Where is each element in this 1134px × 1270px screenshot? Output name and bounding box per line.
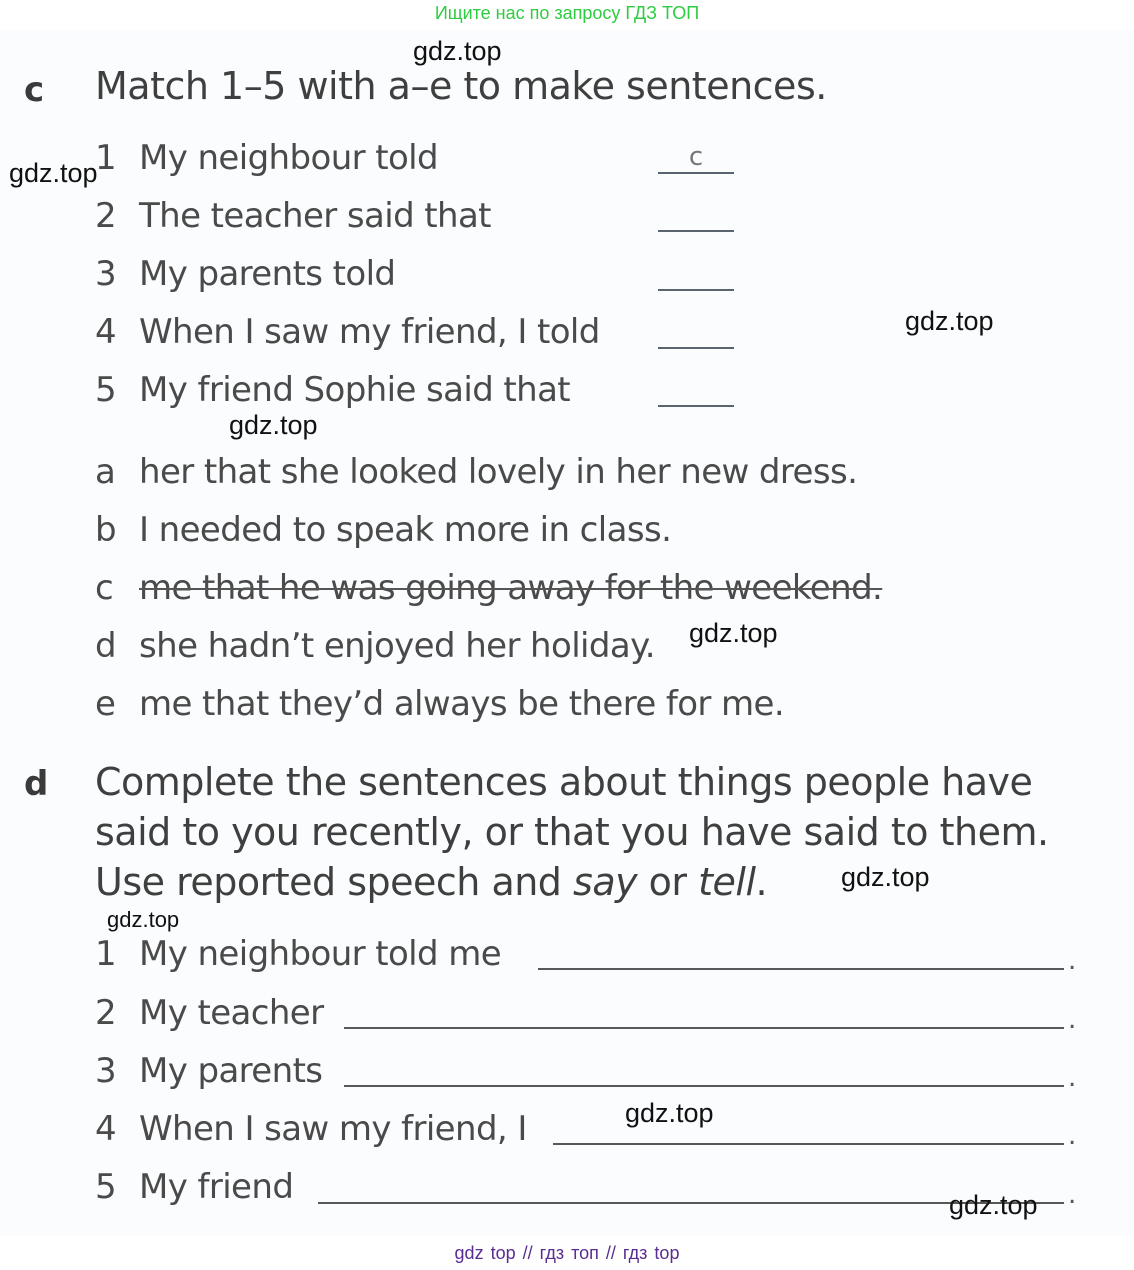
answer-blank-2[interactable] xyxy=(658,230,734,232)
completion-item-2 xyxy=(95,993,324,1033)
instruction-text: Use reported speech and xyxy=(95,860,574,904)
stem-4 xyxy=(95,312,600,352)
stem-number: 1 xyxy=(95,138,117,178)
section-d-letter: d xyxy=(24,764,49,804)
instruction-text: . xyxy=(755,860,768,904)
item-text: My parents xyxy=(139,1051,323,1091)
watermark: gdz.top xyxy=(229,410,318,440)
item-number: 3 xyxy=(95,1051,117,1091)
ending-text: me that he was going away for the weekend. xyxy=(139,568,883,608)
stem-text: The teacher said that xyxy=(139,196,491,236)
answer-blank-4[interactable] xyxy=(658,347,734,349)
period: . xyxy=(1068,946,1077,976)
completion-blank-4[interactable] xyxy=(553,1143,1064,1145)
item-text: When I saw my friend, I xyxy=(139,1109,527,1149)
ending-b xyxy=(95,510,671,550)
watermark: gdz.top xyxy=(9,158,98,188)
ending-text: she hadn’t enjoyed her holiday. xyxy=(139,626,655,666)
item-text: My teacher xyxy=(139,993,324,1033)
instruction-text: or xyxy=(637,860,699,904)
stem-2 xyxy=(95,196,491,236)
stem-number: 2 xyxy=(95,196,117,236)
watermark: gdz.top xyxy=(107,907,180,932)
ending-letter: b xyxy=(95,510,116,550)
completion-blank-2[interactable] xyxy=(344,1027,1064,1029)
watermark: gdz.top xyxy=(905,306,994,336)
ending-letter: e xyxy=(95,684,116,724)
completion-blank-3[interactable] xyxy=(344,1085,1064,1087)
section-d-instruction-line1: Complete the sentences about things people have xyxy=(95,760,1033,804)
watermark: gdz.top xyxy=(949,1190,1038,1220)
stem-3 xyxy=(95,254,395,294)
stem-5 xyxy=(95,370,570,410)
answer-blank-3[interactable] xyxy=(658,289,734,291)
period: . xyxy=(1068,1063,1077,1093)
section-c-letter: c xyxy=(24,70,45,110)
top-banner: Ищите нас по запросу ГДЗ ТОП xyxy=(434,3,700,23)
completion-item-3 xyxy=(95,1051,322,1091)
item-text: My friend xyxy=(139,1167,294,1207)
keyword-tell: tell xyxy=(698,860,756,904)
stem-1 xyxy=(95,138,438,178)
watermark: gdz.top xyxy=(413,36,502,66)
section-d-instruction-line3 xyxy=(95,860,767,904)
stem-number: 3 xyxy=(95,254,117,294)
item-number: 1 xyxy=(95,934,117,974)
ending-text: her that she looked lovely in her new dress. xyxy=(139,452,858,492)
ending-text: me that they’d always be there for me. xyxy=(139,684,785,724)
watermark: gdz.top xyxy=(841,862,930,892)
ending-a xyxy=(95,452,857,492)
stem-number: 4 xyxy=(95,312,117,352)
answer-blank-1[interactable] xyxy=(658,172,734,174)
item-number: 5 xyxy=(95,1167,117,1207)
ending-c-crossed-out xyxy=(95,568,882,608)
section-d-instruction-line2: said to you recently, or that you have said to them. xyxy=(95,810,1049,854)
answer-1-value[interactable]: c xyxy=(688,142,704,172)
completion-blank-1[interactable] xyxy=(538,968,1064,970)
section-c-instruction: Match 1–5 with a–e to make sentences. xyxy=(95,64,827,108)
stem-text: My parents told xyxy=(139,254,396,294)
completion-item-5 xyxy=(95,1167,293,1207)
stem-text: When I saw my friend, I told xyxy=(139,312,600,352)
completion-item-1 xyxy=(95,934,501,974)
period: . xyxy=(1068,1005,1077,1035)
ending-letter: d xyxy=(95,626,116,666)
ending-letter: a xyxy=(95,452,116,492)
period: . xyxy=(1068,1180,1077,1210)
stem-number: 5 xyxy=(95,370,117,410)
item-number: 2 xyxy=(95,993,117,1033)
watermark: gdz.top xyxy=(689,618,778,648)
ending-text: I needed to speak more in class. xyxy=(139,510,672,550)
ending-d xyxy=(95,626,655,666)
period: . xyxy=(1068,1121,1077,1151)
stem-text: My neighbour told xyxy=(139,138,438,178)
answer-blank-5[interactable] xyxy=(658,405,734,407)
item-number: 4 xyxy=(95,1109,117,1149)
bottom-banner: gdz top // гдз топ // гдз top xyxy=(454,1243,680,1263)
completion-item-4 xyxy=(95,1109,527,1149)
keyword-say: say xyxy=(573,860,638,904)
ending-letter: c xyxy=(95,568,114,608)
item-text: My neighbour told me xyxy=(139,934,502,974)
watermark: gdz.top xyxy=(625,1098,714,1128)
ending-e xyxy=(95,684,784,724)
stem-text: My friend Sophie said that xyxy=(139,370,571,410)
